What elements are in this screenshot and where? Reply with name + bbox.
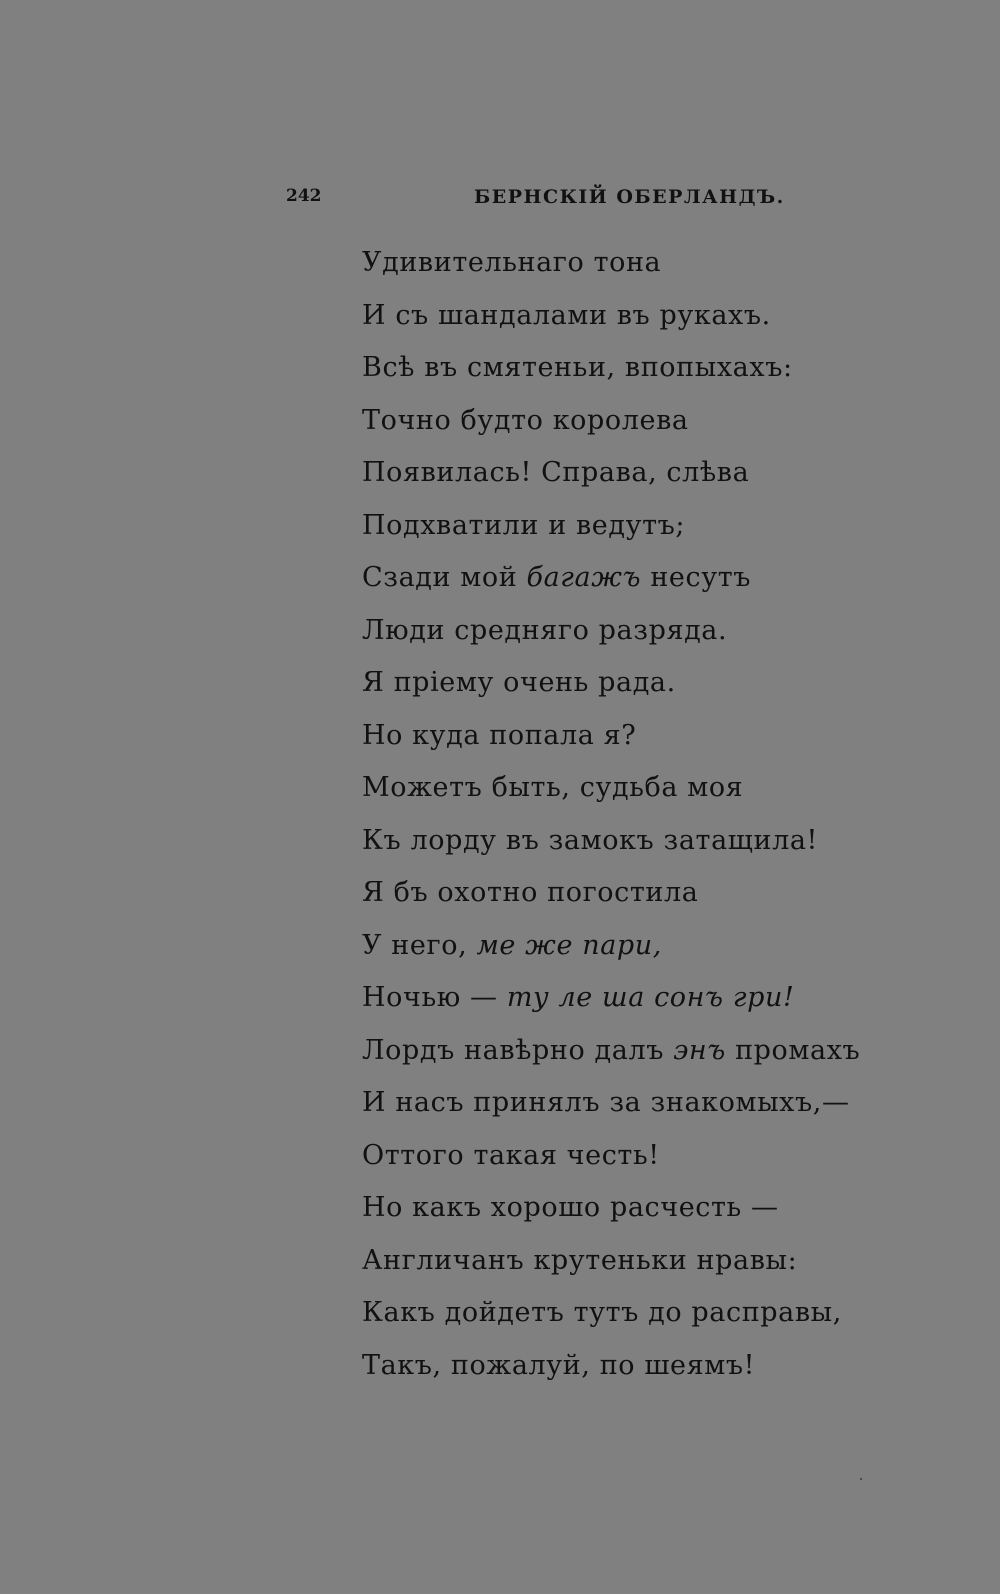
- poem-line: [362, 876, 922, 929]
- poem-text-segment: Люди средняго разряда.: [362, 614, 728, 646]
- poem-line: [362, 351, 922, 404]
- running-title: БЕРНСКІЙ ОБЕРЛАНДЪ.: [474, 186, 785, 208]
- poem-text-segment: И насъ принялъ за знакомыхъ,—: [362, 1087, 850, 1118]
- poem-text-segment: Подхватили и ведутъ;: [362, 509, 686, 541]
- page-number: 242: [286, 186, 322, 206]
- poem-line: [362, 1086, 922, 1139]
- poem-text-segment: Но куда попала я?: [362, 719, 637, 751]
- paper-speck: [860, 1478, 862, 1480]
- poem-line: [362, 1296, 922, 1349]
- poem-text-segment: Я бъ охотно погостила: [362, 877, 699, 908]
- poem-text-segment: Такъ, пожалуй, по шеямъ!: [362, 1349, 756, 1381]
- poem-text-segment: Какъ дойдетъ тутъ до расправы,: [362, 1297, 842, 1328]
- poem-text-segment: промахъ: [725, 1034, 861, 1066]
- poem-line: [362, 509, 922, 562]
- poem-italic-segment: энъ: [673, 1034, 726, 1066]
- poem-line: [362, 929, 922, 982]
- poem-line: [362, 981, 922, 1034]
- poem-text-segment: Удивительнаго тона: [362, 247, 662, 278]
- poem-line: [362, 456, 922, 509]
- poem-line: [362, 1034, 922, 1087]
- poem-italic-segment: ту ле ша сонъ гри!: [506, 982, 795, 1013]
- poem-body: [362, 246, 922, 1401]
- poem-text-segment: Лордъ навѣрно далъ: [362, 1034, 674, 1066]
- poem-text-segment: Точно будто королева: [362, 404, 689, 436]
- poem-text-segment: Появилась! Справа, слѣва: [362, 457, 750, 488]
- poem-text-segment: Сзади мой: [362, 562, 527, 593]
- poem-line: [362, 719, 922, 772]
- poem-line: [362, 1191, 922, 1244]
- poem-text-segment: несутъ: [641, 562, 752, 593]
- poem-line: [362, 404, 922, 457]
- poem-line: [362, 299, 922, 352]
- poem-line: [362, 771, 922, 824]
- poem-text-segment: Но какъ хорошо расчесть —: [362, 1192, 779, 1223]
- poem-line: [362, 666, 922, 719]
- poem-line: [362, 824, 922, 877]
- poem-line: [362, 614, 922, 667]
- poem-text-segment: И съ шандалами въ рукахъ.: [362, 299, 771, 331]
- poem-text-segment: Всѣ въ смятеньи, впопыхахъ:: [362, 352, 793, 383]
- poem-text-segment: Оттого такая честь!: [362, 1139, 660, 1171]
- poem-line: [362, 1349, 922, 1402]
- poem-text-segment: Къ лорду въ замокъ затащила!: [362, 824, 818, 856]
- poem-line: [362, 561, 922, 614]
- poem-text-segment: У него,: [362, 929, 477, 961]
- poem-italic-segment: ме же пари,: [476, 929, 662, 961]
- poem-text-segment: Ночью —: [362, 982, 507, 1013]
- poem-text-segment: Можетъ быть, судьба моя: [362, 772, 744, 803]
- poem-line: [362, 1244, 922, 1297]
- poem-line: [362, 246, 922, 299]
- poem-line: [362, 1139, 922, 1192]
- poem-italic-segment: багажъ: [526, 562, 642, 593]
- poem-text-segment: Англичанъ крутеньки нравы:: [362, 1244, 798, 1276]
- poem-text-segment: Я пріему очень рада.: [362, 667, 676, 698]
